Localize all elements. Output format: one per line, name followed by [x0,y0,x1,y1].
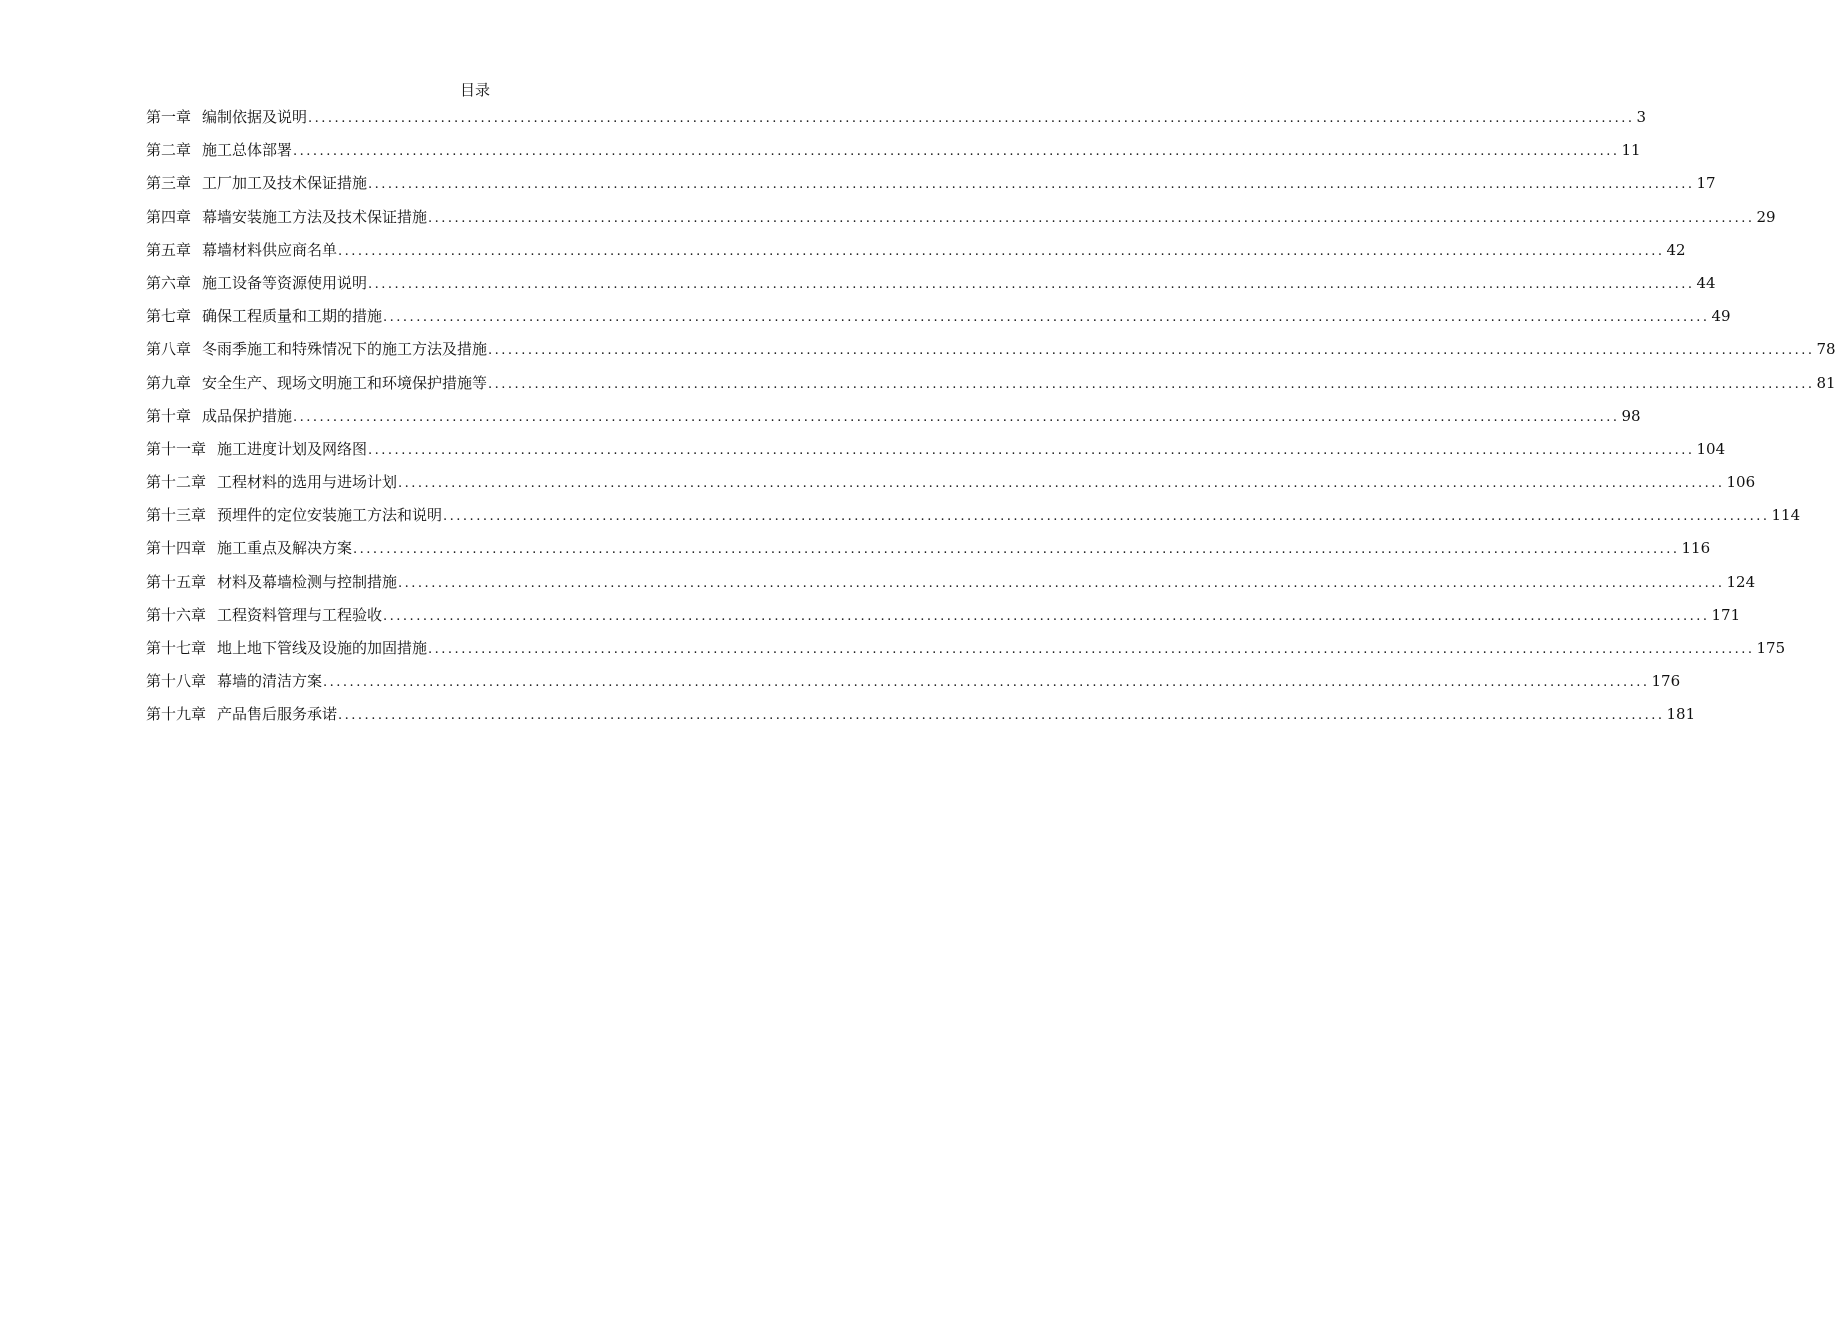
toc-chapter-number: 第十七章 [146,639,207,657]
toc-page-number: 181 [1666,705,1696,724]
toc-chapter-number: 第五章 [146,240,192,259]
toc-chapter-heading: 施工进度计划及网络图 [217,439,368,458]
toc-page-number: 78 [1816,340,1836,359]
toc-entry[interactable] [146,339,1836,372]
toc-chapter-number: 第十六章 [146,605,207,624]
toc-entry[interactable] [146,373,1836,406]
toc-chapter-heading: 工程资料管理与工程验收 [217,605,383,624]
toc-chapter-number: 第十二章 [146,473,207,492]
toc-page-number: 176 [1651,672,1681,691]
toc-chapter-heading: 工厂加工及技术保证措施 [202,174,368,193]
toc-chapter-heading: 工程材料的选用与进场计划 [217,473,398,492]
toc-chapter-number: 第十五章 [146,572,207,591]
toc-chapter-number: 第十章 [146,406,192,425]
toc-page-number: 17 [1696,174,1716,193]
toc-chapter-number: 第十八章 [146,672,207,691]
toc-entry[interactable] [146,704,1696,737]
toc-chapter-heading: 幕墙的清洁方案 [217,672,323,691]
toc-title: 目录 [459,81,490,99]
toc-dot-leader: ........................................................................................................................................................................................................ [383,310,1710,326]
toc-chapter-number: 第十九章 [146,705,207,724]
toc-entry[interactable] [146,406,1641,439]
toc-chapter-heading: 冬雨季施工和特殊情况下的施工方法及措施 [202,340,488,359]
toc-chapter-number: 第九章 [146,373,192,392]
toc-chapter-number: 第七章 [146,307,192,326]
toc-page-number: 3 [1636,108,1647,126]
toc-entry[interactable] [146,671,1681,704]
toc-page-number: 116 [1681,539,1711,558]
toc-chapter-heading: 幕墙安装施工方法及技术保证措施 [202,207,428,226]
toc-dot-leader: ........................................................................................................................................................................................................ [353,542,1680,558]
toc-dot-leader: ........................................................................................................................................................................................................ [488,343,1815,359]
toc-dot-leader: ........................................................................................................................................................................................................ [398,476,1725,492]
toc-chapter-heading: 编制依据及说明 [202,108,308,126]
toc-entry[interactable] [146,273,1716,306]
toc-dot-leader: ........................................................................................................................................................................................................ [323,675,1650,691]
toc-page-number: 98 [1621,406,1641,425]
toc-dot-leader: ........................................................................................................................................................................................................ [293,409,1620,425]
toc-dot-leader: ........................................................................................................................................................................................................ [488,376,1815,392]
toc-entry[interactable] [146,173,1716,206]
toc-page-number: 44 [1696,273,1716,292]
toc-page-number: 106 [1726,473,1756,492]
toc-chapter-heading: 成品保护措施 [202,406,293,425]
toc-dot-leader: ........................................................................................................................................................................................................ [443,509,1770,525]
toc-dot-leader: ........................................................................................................................................................................................................ [383,608,1710,624]
toc-page-number: 114 [1771,506,1801,525]
toc-chapter-number: 第六章 [146,273,192,292]
toc-entry[interactable] [146,140,1641,173]
toc-chapter-heading: 幕墙材料供应商名单 [202,240,338,259]
toc-entry[interactable] [146,605,1741,638]
toc-entry[interactable] [146,240,1686,273]
toc-chapter-heading: 预埋件的定位安装施工方法和说明 [217,506,443,525]
toc-chapter-heading: 施工总体部署 [202,141,293,160]
toc-entry[interactable] [146,538,1711,571]
toc-dot-leader: ........................................................................................................................................................................................................ [398,575,1725,591]
toc-dot-leader: ........................................................................................................................................................................................................ [293,144,1620,160]
toc-chapter-number: 第十三章 [146,506,207,525]
toc-page-number: 11 [1621,141,1641,160]
toc-chapter-heading: 安全生产、现场文明施工和环境保护措施等 [202,373,488,392]
toc-chapter-heading: 施工重点及解决方案 [217,539,353,558]
toc-chapter-heading: 施工设备等资源使用说明 [202,273,368,292]
toc-page-number: 42 [1666,240,1686,259]
toc-page-number: 49 [1711,307,1731,326]
toc-chapter-number: 第二章 [146,141,192,160]
toc-chapter-heading: 地上地下管线及设施的加固措施 [217,639,428,657]
toc-entry[interactable] [146,439,1726,472]
toc-page-number: 124 [1726,572,1756,591]
toc-entry[interactable] [146,207,1776,240]
toc-entry[interactable] [146,572,1756,605]
toc-entry[interactable] [146,505,1801,538]
toc-page-number: 81 [1816,373,1836,392]
toc-chapter-heading: 产品售后服务承诺 [217,705,338,724]
toc-chapter-number: 第十四章 [146,539,207,558]
toc-page-number: 171 [1711,605,1741,624]
toc-page-number: 29 [1756,207,1776,226]
toc-dot-leader: ........................................................................................................................................................................................................ [338,243,1665,259]
toc-dot-leader: ........................................................................................................................................................................................................ [308,111,1635,126]
toc-chapter-number: 第一章 [146,108,192,126]
toc-chapter-number: 第十一章 [146,439,207,458]
toc-dot-leader: ........................................................................................................................................................................................................ [428,210,1755,226]
toc-entry[interactable] [146,472,1756,505]
toc-chapter-heading: 材料及幕墙检测与控制措施 [217,572,398,591]
toc-entry[interactable] [146,638,1786,671]
toc-entry[interactable] [146,306,1731,339]
toc-dot-leader: ........................................................................................................................................................................................................ [368,276,1695,292]
toc-chapter-number: 第四章 [146,207,192,226]
toc-dot-leader: ........................................................................................................................................................................................................ [368,442,1695,458]
table-of-contents [146,107,1836,738]
toc-dot-leader: ........................................................................................................................................................................................................ [338,708,1665,724]
toc-chapter-number: 第三章 [146,174,192,193]
toc-page-number: 104 [1696,439,1726,458]
toc-page-number: 175 [1756,639,1786,657]
toc-chapter-heading: 确保工程质量和工期的措施 [202,307,383,326]
toc-dot-leader: ........................................................................................................................................................................................................ [428,642,1755,657]
toc-chapter-number: 第八章 [146,340,192,359]
toc-entry[interactable] [146,107,1647,140]
toc-dot-leader: ........................................................................................................................................................................................................ [368,177,1695,193]
